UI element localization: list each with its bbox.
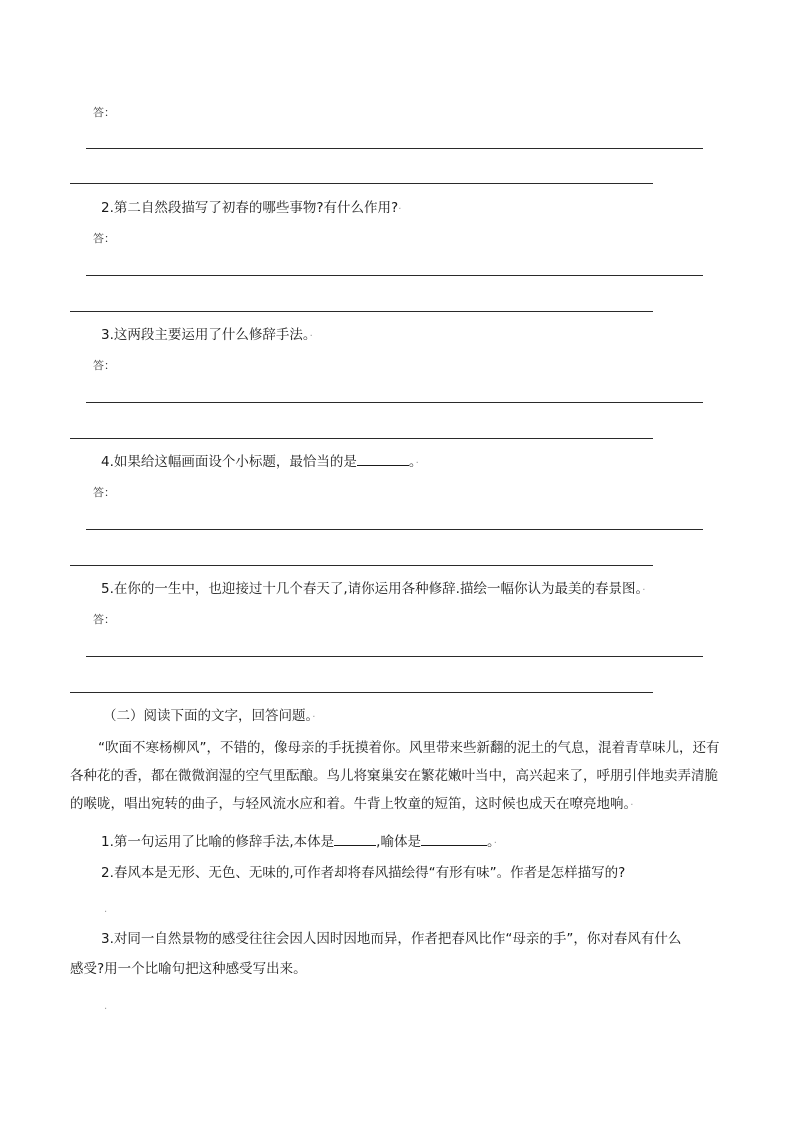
answer-line xyxy=(86,148,703,149)
answer-line xyxy=(70,183,653,184)
answer-line xyxy=(86,656,703,657)
answer-line xyxy=(70,438,653,439)
section-heading: （二）阅读下面的文字，回答问题。· xyxy=(103,708,316,724)
paragraph-mark: · xyxy=(104,1004,108,1015)
section2-question-3-line2: 感受?用一个比喻句把这种感受写出来。 xyxy=(70,961,307,977)
section2-question-1: 1.第一句运用了比喻的修辞手法,本体是 ,喻体是 。· xyxy=(101,834,497,850)
answer-line xyxy=(70,311,653,312)
reading-passage: “吹面不寒杨柳风”，不错的，像母亲的手抚摸着你。风里带来些新翻的泥土的气息，混着青草味儿，还有各种花的香，都在微微润湿的空气里酝酿。鸟儿将窠巢安在繁花嫩叶当中，高兴起来了，呼朋引伴地卖弄清脆的喉咙，唱出宛转的曲子，与轻风流水应和着。牛背上牧童的短笛，这时候也成天在嘹亮地响。· xyxy=(70,740,720,812)
fill-blank[interactable] xyxy=(334,832,376,846)
fill-blank[interactable] xyxy=(357,452,409,466)
answer-line xyxy=(70,565,653,566)
answer-label: 答： xyxy=(93,106,115,119)
answer-line xyxy=(86,529,703,530)
answer-line xyxy=(86,402,703,403)
paragraph-mark: · xyxy=(104,907,108,918)
answer-line xyxy=(70,692,653,693)
question-5: 5.在你的一生中，也迎接过十几个春天了,请你运用各种修辞.描绘一幅你认为最美的春景图。· xyxy=(101,581,646,597)
answer-label: 答： xyxy=(93,232,115,245)
section2-question-3-line1: 3.对同一自然景物的感受往往会因人因时因地而异，作者把春风比作“母亲的手”，你对春风有什么 xyxy=(101,931,682,947)
answer-label: 答： xyxy=(93,613,115,626)
question-2: 2.第二自然段描写了初春的哪些事物?有什么作用?· xyxy=(101,200,402,216)
answer-label: 答： xyxy=(93,486,115,499)
fill-blank[interactable] xyxy=(421,832,487,846)
section2-question-2: 2.春风本是无形、无色、无味的,可作者却将春风描绘得“有形有味”。作者是怎样描写的? xyxy=(101,865,626,881)
answer-label: 答： xyxy=(93,359,115,372)
answer-line xyxy=(86,275,703,276)
question-4: 4.如果给这幅画面设个小标题，最恰当的是 。· xyxy=(101,454,419,470)
question-3: 3.这两段主要运用了什么修辞手法。· xyxy=(101,327,313,343)
